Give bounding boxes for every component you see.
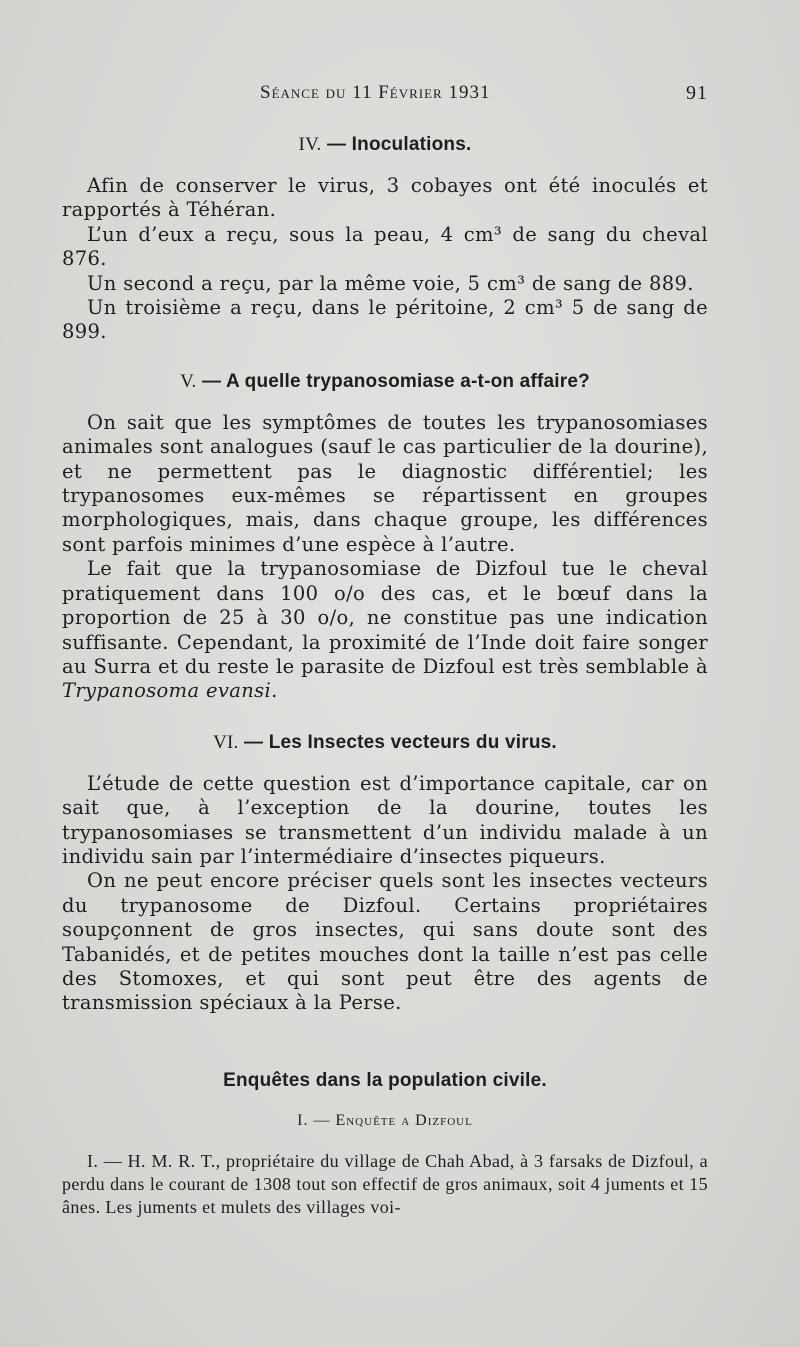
page-number: 91 (686, 82, 708, 104)
section-heading-trypanosomiase (62, 371, 708, 393)
section-body-trypanosomiase (62, 411, 708, 704)
paragraph: Un second a reçu, par la même voie, 5 cm³ de sang de 889. (87, 271, 694, 295)
paragraph: Un troisième a reçu, dans le péritoine, 2 cm³ 5 de sang de 899. (62, 296, 708, 344)
enquete-subheading: I. — Enquête a Dizfoul (297, 1111, 473, 1129)
section-heading-inoculations (62, 134, 708, 156)
section-body-insectes (62, 772, 708, 1016)
section-title: Les Insectes vecteurs du virus. (268, 731, 557, 753)
paragraph: On ne peut encore préciser quels sont les insectes vecteurs du trypanosome de Dizfoul. Certains propriétaires soupçonnent de gros insectes, qui sans doute sont des Tabanidés, et de petites mouches dont la taille n’est pas celle des Stomoxes, et qui sont peut être des agents de transmission spéciaux à la Perse. (62, 869, 708, 1015)
heading-dash: — (238, 731, 269, 753)
paragraph: L’étude de cette question est d’importance capitale, car on sait que, à l’exception de la dourine, toutes les trypanosomiases se transmettent d’un individu malade à un individu sain par l’intermédiaire d’insectes piqueurs. (62, 771, 708, 868)
section-number: V. (180, 370, 197, 392)
running-head (62, 80, 708, 114)
paragraph-text: Le fait que la trypanosomiase de Dizfoul tue le cheval pratiquement dans 100 o/o des cas, et le bœuf dans la proportion de 25 à 30 o/o, ne constitue pas une indication suffisante. Cependant, la proximité de l’Inde doit faire songer au Surra et du reste le parasite de Dizfoul est très semblable à (62, 557, 708, 678)
paragraph: I. — H. M. R. T., propriétaire du village de Chah Abad, à 3 farsaks de Dizfoul, a perdu dans le courant de 1308 tout son effectif de gros animaux, soit 4 juments et 15 ânes. Les juments et mulets des villages voi- (62, 1150, 708, 1217)
heading-dash: — (321, 134, 352, 155)
section-title: Inoculations. (351, 134, 472, 155)
paragraph: Afin de conserver le virus, 3 cobayes ont été inoculés et rapportés à Téhéran. (62, 174, 708, 222)
paragraph (62, 557, 708, 703)
enquetes-heading: Enquêtes dans la population civile. (223, 1069, 547, 1091)
section-title: A quelle trypanosomiase a-t-on affaire? (225, 370, 590, 392)
section-body-inoculations (62, 174, 708, 345)
running-head-title: Séance du 11 Février 1931 (260, 82, 491, 103)
paragraph-end: . (271, 679, 278, 703)
section-number: IV. (298, 134, 322, 155)
species-name: Trypanosoma evansi (62, 679, 272, 703)
section-heading-insectes (62, 732, 708, 754)
section-number: VI. (213, 731, 239, 753)
heading-dash: — (196, 370, 226, 392)
document-page (62, 80, 708, 1219)
paragraph: L’un d’eux a reçu, sous la peau, 4 cm³ de sang du cheval 876. (62, 222, 708, 271)
paragraph: On sait que les symptômes de toutes les trypanosomiases animales sont analogues (sauf le cas particulier de la dourine), et ne permettent pas le diagnostic différentiel; les trypanosomes eux-mêmes se répartissent en groupes morphologiques, mais, dans chaque groupe, les différences sont parfois minimes d’une espèce à l’autre. (62, 410, 708, 556)
